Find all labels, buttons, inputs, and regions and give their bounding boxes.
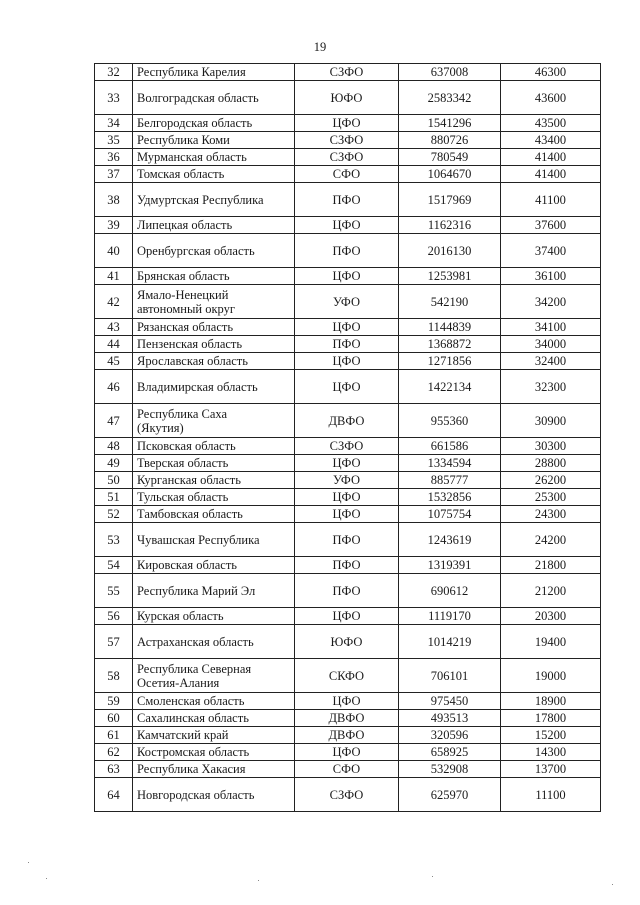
table-row: [95, 336, 601, 353]
row-number: 57: [95, 625, 133, 659]
population-value: 1144839: [399, 319, 501, 336]
population-value: 1119170: [399, 608, 501, 625]
row-number: 60: [95, 710, 133, 727]
table-row: [95, 132, 601, 149]
federal-district: СЗФО: [295, 64, 399, 81]
regions-table-body: [95, 64, 601, 812]
population-value: 1517969: [399, 183, 501, 217]
table-row: [95, 761, 601, 778]
region-name: [133, 149, 295, 166]
region-name: [133, 710, 295, 727]
scan-speck: [612, 884, 613, 885]
table-row: [95, 489, 601, 506]
amount-value: 11100: [501, 778, 601, 812]
population-value: 780549: [399, 149, 501, 166]
amount-value: 32400: [501, 353, 601, 370]
table-row: [95, 149, 601, 166]
amount-value: 24300: [501, 506, 601, 523]
region-name-line: Белгородская область: [137, 116, 253, 130]
federal-district: ЦФО: [295, 744, 399, 761]
amount-value: 28800: [501, 455, 601, 472]
amount-value: 32300: [501, 370, 601, 404]
row-number: 51: [95, 489, 133, 506]
federal-district: ДВФО: [295, 710, 399, 727]
row-number: 52: [95, 506, 133, 523]
region-name-line: Республика Коми: [137, 133, 230, 147]
region-name-line: Мурманская область: [137, 150, 247, 164]
row-number: 41: [95, 268, 133, 285]
row-number: 36: [95, 149, 133, 166]
row-number: 54: [95, 557, 133, 574]
population-value: 2583342: [399, 81, 501, 115]
population-value: 975450: [399, 693, 501, 710]
amount-value: 14300: [501, 744, 601, 761]
region-name: [133, 557, 295, 574]
region-name-line: (Якутия): [137, 420, 184, 435]
amount-value: 19400: [501, 625, 601, 659]
population-value: 2016130: [399, 234, 501, 268]
region-name: [133, 506, 295, 523]
row-number: 40: [95, 234, 133, 268]
region-name-line: Республика Хакасия: [137, 762, 246, 776]
federal-district: ЦФО: [295, 353, 399, 370]
amount-value: 30300: [501, 438, 601, 455]
federal-district: УФО: [295, 472, 399, 489]
region-name: [133, 285, 295, 319]
population-value: 1271856: [399, 353, 501, 370]
row-number: 35: [95, 132, 133, 149]
federal-district: УФО: [295, 285, 399, 319]
region-name-line: Кировская область: [137, 558, 238, 572]
table-row: [95, 608, 601, 625]
table-row: [95, 523, 601, 557]
page-number: 19: [313, 40, 327, 54]
amount-value: 41400: [501, 149, 601, 166]
region-name: [133, 336, 295, 353]
region-name: [133, 217, 295, 234]
amount-value: 15200: [501, 727, 601, 744]
amount-value: 20300: [501, 608, 601, 625]
federal-district: СКФО: [295, 659, 399, 693]
amount-value: 26200: [501, 472, 601, 489]
population-value: 493513: [399, 710, 501, 727]
row-number: 59: [95, 693, 133, 710]
row-number: 58: [95, 659, 133, 693]
amount-value: 19000: [501, 659, 601, 693]
table-row: [95, 744, 601, 761]
region-name-line: Республика Карелия: [137, 65, 246, 79]
region-name: [133, 353, 295, 370]
amount-value: 43400: [501, 132, 601, 149]
federal-district: ПФО: [295, 234, 399, 268]
region-name: [133, 472, 295, 489]
row-number: 33: [95, 81, 133, 115]
federal-district: ПФО: [295, 523, 399, 557]
region-name-line: Астраханская область: [137, 634, 254, 649]
region-name-line: Тульская область: [137, 490, 229, 504]
federal-district: ПФО: [295, 557, 399, 574]
amount-value: 37600: [501, 217, 601, 234]
federal-district: СЗФО: [295, 149, 399, 166]
table-row: [95, 574, 601, 608]
region-name: [133, 64, 295, 81]
federal-district: СЗФО: [295, 778, 399, 812]
region-name-line: Удмуртская Республика: [137, 192, 264, 207]
amount-value: 37400: [501, 234, 601, 268]
row-number: 49: [95, 455, 133, 472]
row-number: 55: [95, 574, 133, 608]
amount-value: 36100: [501, 268, 601, 285]
table-row: [95, 710, 601, 727]
population-value: 658925: [399, 744, 501, 761]
region-name: [133, 625, 295, 659]
amount-value: 41400: [501, 166, 601, 183]
population-value: 1532856: [399, 489, 501, 506]
table-row: [95, 506, 601, 523]
population-value: 955360: [399, 404, 501, 438]
region-name-line: Псковская область: [137, 439, 236, 453]
table-row: [95, 557, 601, 574]
region-name-line: Республика Марий Эл: [137, 583, 256, 598]
amount-value: 13700: [501, 761, 601, 778]
row-number: 53: [95, 523, 133, 557]
amount-value: 34000: [501, 336, 601, 353]
row-number: 50: [95, 472, 133, 489]
population-value: 1064670: [399, 166, 501, 183]
region-name-line: Томская область: [137, 167, 225, 181]
population-value: 1075754: [399, 506, 501, 523]
table-row: [95, 319, 601, 336]
region-name-line: Пензенская область: [137, 337, 243, 351]
table-row: [95, 64, 601, 81]
population-value: 1541296: [399, 115, 501, 132]
amount-value: 25300: [501, 489, 601, 506]
amount-value: 34100: [501, 319, 601, 336]
row-number: 44: [95, 336, 133, 353]
federal-district: ПФО: [295, 574, 399, 608]
row-number: 34: [95, 115, 133, 132]
region-name-line: Чувашская Республика: [137, 532, 260, 547]
population-value: 1319391: [399, 557, 501, 574]
table-row: [95, 455, 601, 472]
scan-speck: [46, 878, 47, 879]
region-name-line: Сахалинская область: [137, 711, 249, 725]
row-number: 32: [95, 64, 133, 81]
amount-value: 24200: [501, 523, 601, 557]
table-row: [95, 693, 601, 710]
row-number: 39: [95, 217, 133, 234]
region-name-line: Рязанская область: [137, 320, 234, 334]
region-name-line: Ямало-Ненецкий: [137, 287, 229, 302]
amount-value: 34200: [501, 285, 601, 319]
table-row: [95, 115, 601, 132]
population-value: 625970: [399, 778, 501, 812]
federal-district: ЦФО: [295, 506, 399, 523]
population-value: 880726: [399, 132, 501, 149]
amount-value: 41100: [501, 183, 601, 217]
region-name: [133, 778, 295, 812]
row-number: 64: [95, 778, 133, 812]
region-name: [133, 455, 295, 472]
region-name: [133, 319, 295, 336]
population-value: 885777: [399, 472, 501, 489]
federal-district: ЮФО: [295, 81, 399, 115]
region-name: [133, 234, 295, 268]
region-name-line: Костромская область: [137, 745, 250, 759]
table-row: [95, 625, 601, 659]
table-row: [95, 166, 601, 183]
table-row: [95, 778, 601, 812]
federal-district: СЗФО: [295, 132, 399, 149]
federal-district: ПФО: [295, 336, 399, 353]
federal-district: СЗФО: [295, 438, 399, 455]
region-name-line: Камчатский край: [137, 728, 229, 742]
amount-value: 43600: [501, 81, 601, 115]
region-name-line: автономный округ: [137, 301, 235, 316]
row-number: 63: [95, 761, 133, 778]
amount-value: 21200: [501, 574, 601, 608]
row-number: 56: [95, 608, 133, 625]
federal-district: ЦФО: [295, 608, 399, 625]
scan-speck: [432, 876, 433, 877]
federal-district: ЦФО: [295, 115, 399, 132]
region-name-line: Курганская область: [137, 473, 241, 487]
federal-district: ПФО: [295, 183, 399, 217]
federal-district: ДВФО: [295, 404, 399, 438]
row-number: 46: [95, 370, 133, 404]
federal-district: ДВФО: [295, 727, 399, 744]
row-number: 37: [95, 166, 133, 183]
population-value: 706101: [399, 659, 501, 693]
amount-value: 21800: [501, 557, 601, 574]
region-name: [133, 183, 295, 217]
row-number: 38: [95, 183, 133, 217]
population-value: 532908: [399, 761, 501, 778]
federal-district: ЦФО: [295, 489, 399, 506]
federal-district: СФО: [295, 761, 399, 778]
table-row: [95, 81, 601, 115]
amount-value: 30900: [501, 404, 601, 438]
amount-value: 46300: [501, 64, 601, 81]
row-number: 48: [95, 438, 133, 455]
population-value: 320596: [399, 727, 501, 744]
federal-district: ЦФО: [295, 319, 399, 336]
amount-value: 43500: [501, 115, 601, 132]
federal-district: ЦФО: [295, 370, 399, 404]
population-value: 1253981: [399, 268, 501, 285]
population-value: 690612: [399, 574, 501, 608]
region-name-line: Тверская область: [137, 456, 229, 470]
row-number: 62: [95, 744, 133, 761]
federal-district: ЦФО: [295, 268, 399, 285]
scan-speck: [28, 862, 29, 863]
row-number: 43: [95, 319, 133, 336]
region-name-line: Ярославская область: [137, 354, 248, 368]
population-value: 1368872: [399, 336, 501, 353]
region-name: [133, 523, 295, 557]
region-name-line: Волгоградская область: [137, 90, 259, 105]
federal-district: ЦФО: [295, 455, 399, 472]
region-name-line: Брянская область: [137, 269, 230, 283]
table-row: [95, 472, 601, 489]
region-name: [133, 132, 295, 149]
region-name-line: Курская область: [137, 609, 224, 623]
region-name-line: Оренбургская область: [137, 243, 255, 258]
table-row: [95, 268, 601, 285]
federal-district: ЦФО: [295, 217, 399, 234]
region-name: [133, 761, 295, 778]
table-row: [95, 404, 601, 438]
table-row: [95, 438, 601, 455]
region-name: [133, 370, 295, 404]
population-value: 542190: [399, 285, 501, 319]
region-name: [133, 438, 295, 455]
table-row: [95, 217, 601, 234]
region-name: [133, 608, 295, 625]
table-row: [95, 353, 601, 370]
federal-district: ЮФО: [295, 625, 399, 659]
region-name: [133, 744, 295, 761]
region-name-line: Смоленская область: [137, 694, 245, 708]
federal-district: ЦФО: [295, 693, 399, 710]
population-value: 637008: [399, 64, 501, 81]
region-name-line: Тамбовская область: [137, 507, 243, 521]
region-name: [133, 268, 295, 285]
population-value: 1162316: [399, 217, 501, 234]
region-name: [133, 166, 295, 183]
region-name: [133, 115, 295, 132]
population-value: 1243619: [399, 523, 501, 557]
population-value: 1422134: [399, 370, 501, 404]
scan-speck: [258, 880, 259, 881]
table-row: [95, 183, 601, 217]
row-number: 47: [95, 404, 133, 438]
regions-table: [94, 63, 601, 812]
region-name: [133, 489, 295, 506]
region-name-line: Республика Саха: [137, 406, 228, 421]
table-row: [95, 370, 601, 404]
row-number: 42: [95, 285, 133, 319]
federal-district: СФО: [295, 166, 399, 183]
amount-value: 17800: [501, 710, 601, 727]
region-name: [133, 659, 295, 693]
row-number: 61: [95, 727, 133, 744]
table-row: [95, 285, 601, 319]
region-name-line: Новгородская область: [137, 787, 255, 802]
amount-value: 18900: [501, 693, 601, 710]
region-name: [133, 404, 295, 438]
region-name-line: Осетия-Алания: [137, 675, 220, 690]
table-row: [95, 659, 601, 693]
table-row: [95, 234, 601, 268]
region-name: [133, 81, 295, 115]
population-value: 661586: [399, 438, 501, 455]
row-number: 45: [95, 353, 133, 370]
population-value: 1334594: [399, 455, 501, 472]
table-row: [95, 727, 601, 744]
region-name-line: Республика Северная: [137, 661, 252, 676]
population-value: 1014219: [399, 625, 501, 659]
region-name: [133, 574, 295, 608]
region-name-line: Владимирская область: [137, 379, 258, 394]
region-name: [133, 727, 295, 744]
region-name-line: Липецкая область: [137, 218, 233, 232]
region-name: [133, 693, 295, 710]
